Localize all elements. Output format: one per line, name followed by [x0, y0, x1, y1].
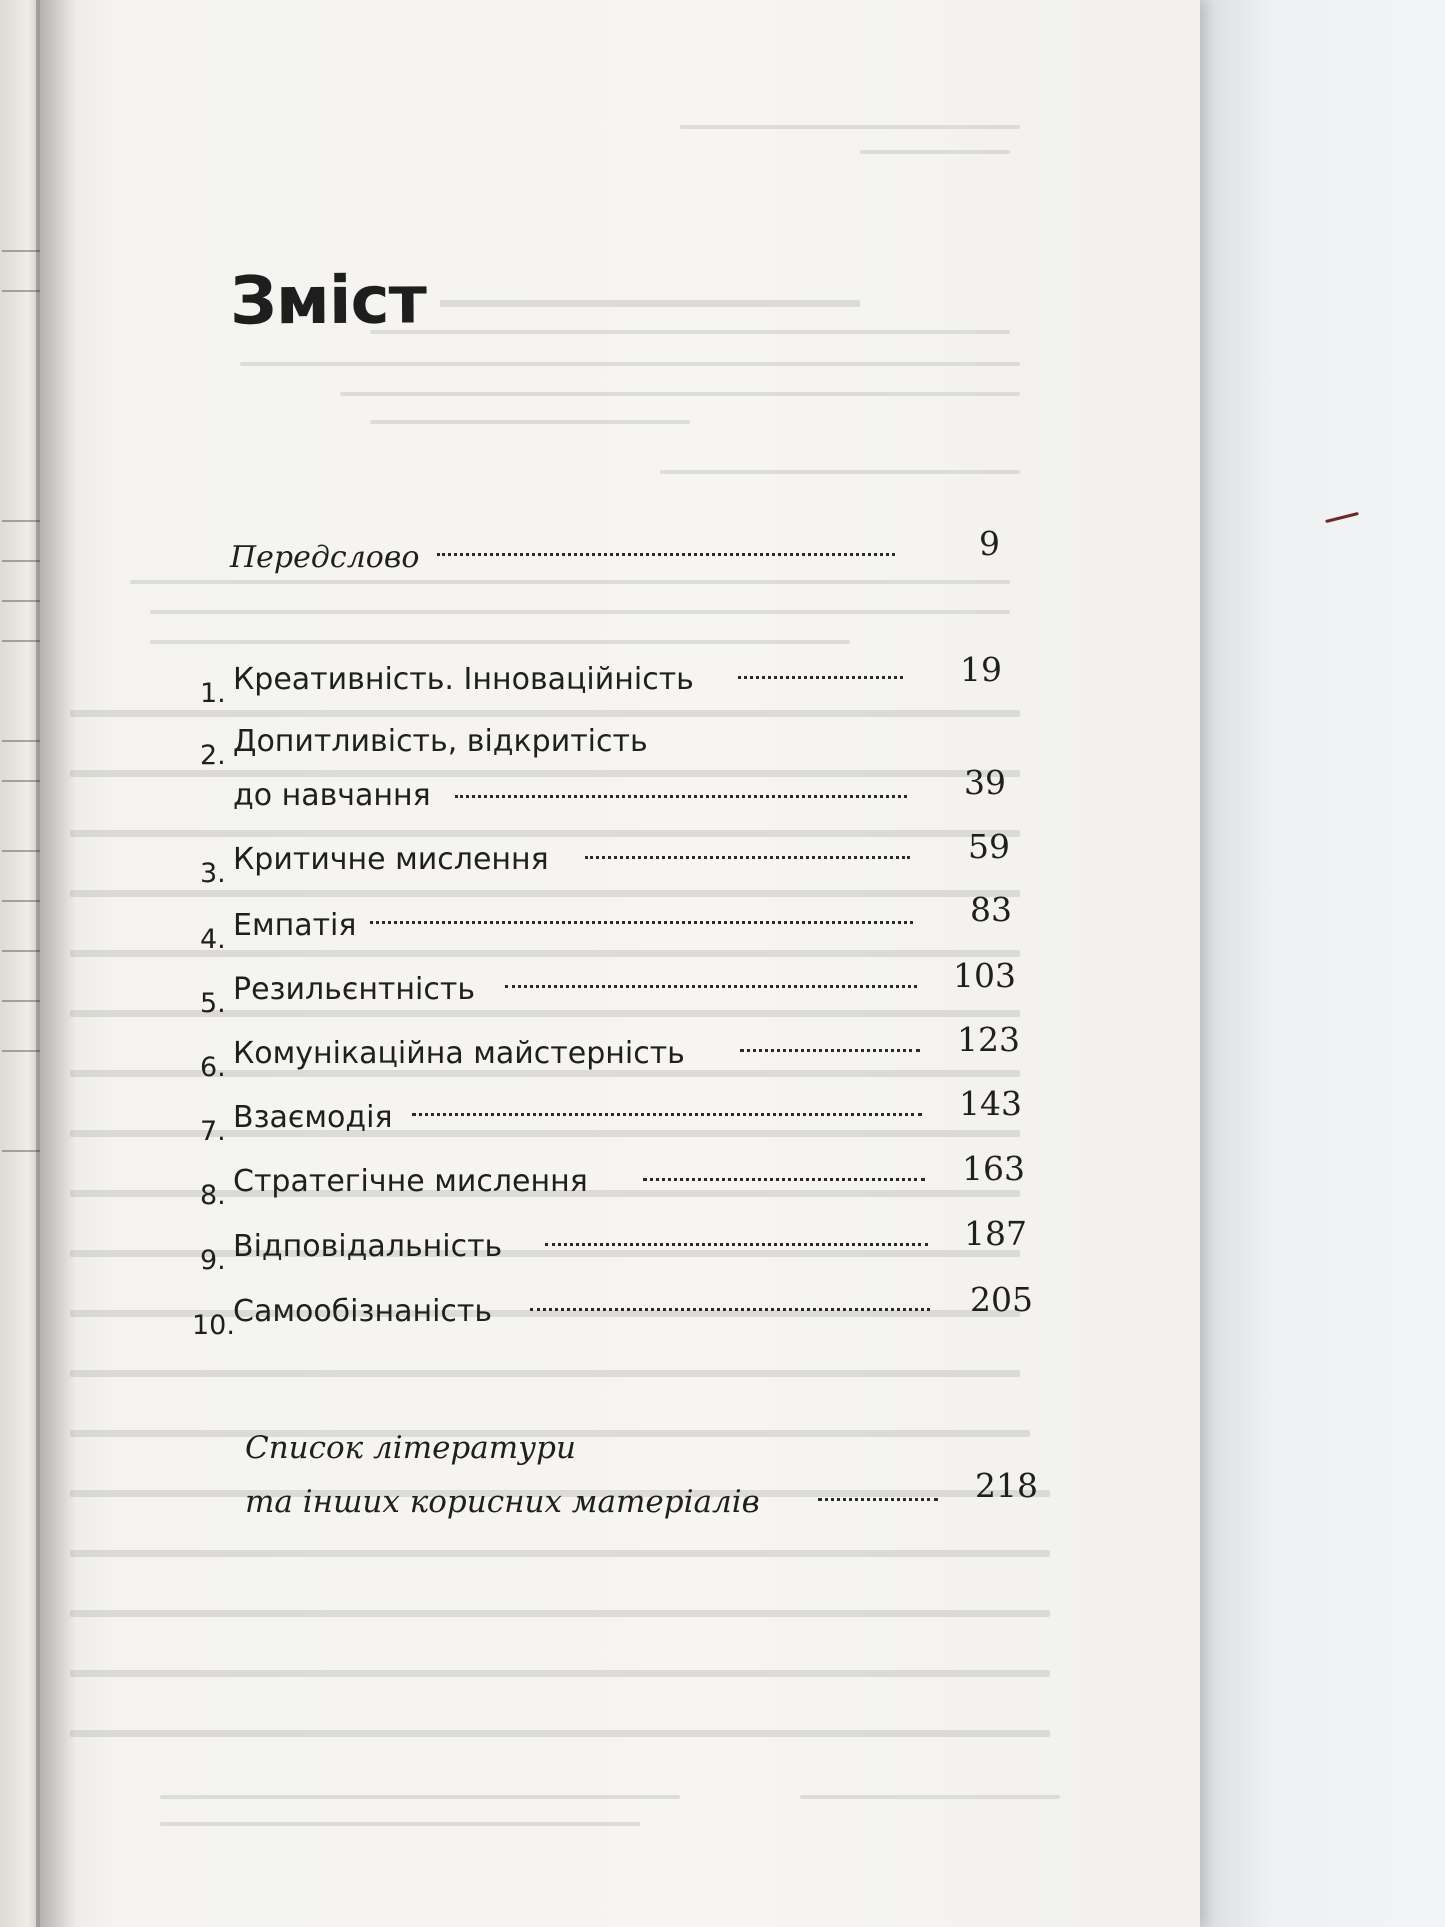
- adjacent-page-edge: [0, 0, 40, 1927]
- leader-dots: [437, 553, 895, 556]
- toc-page-number: 59: [968, 827, 1010, 866]
- chapter-number: 8.: [200, 1180, 226, 1211]
- toc-page-number: 19: [960, 650, 1002, 689]
- chapter-number: 5.: [200, 988, 226, 1019]
- leader-dots: [530, 1308, 930, 1311]
- toc-entry-label: Резильєнтність: [233, 972, 476, 1007]
- toc-entry-label: Відповідальність: [233, 1229, 503, 1264]
- toc-page-number: 39: [964, 763, 1006, 802]
- chapter-number: 1.: [200, 678, 226, 709]
- chapter-number: 7.: [200, 1116, 226, 1147]
- chapter-number: 3.: [200, 858, 226, 889]
- toc-entry-label-line1: Допитливість, відкритість: [233, 724, 648, 759]
- toc-page-number: 83: [970, 890, 1012, 929]
- leader-dots: [412, 1113, 922, 1116]
- chapter-number: 10.: [192, 1310, 235, 1341]
- chapter-number: 2.: [200, 740, 226, 771]
- leader-dots: [740, 1049, 920, 1052]
- toc-entry-label: Взаємодія: [233, 1100, 393, 1135]
- toc-entry-label: Критичне мислення: [233, 842, 549, 877]
- toc-entry-label-line2: та інших корисних матеріалів: [245, 1484, 760, 1520]
- toc-page-number: 9: [979, 524, 1000, 563]
- toc-entry-label: Креативність. Інноваційність: [233, 662, 694, 697]
- toc-entry-label-line2: до навчання: [233, 778, 431, 813]
- chapter-number: 4.: [200, 924, 226, 955]
- toc-page-number: 103: [953, 956, 1016, 995]
- background-surface: [1195, 0, 1445, 1927]
- toc-page-number: 143: [959, 1084, 1022, 1123]
- toc-page-number: 205: [970, 1280, 1033, 1319]
- book-page: [40, 0, 1200, 1927]
- toc-entry-label: Комунікаційна майстерність: [233, 1036, 685, 1071]
- toc-page-number: 218: [975, 1466, 1038, 1505]
- chapter-number: 9.: [200, 1245, 226, 1276]
- table-of-contents: [40, 0, 1200, 1927]
- leader-dots: [818, 1498, 938, 1501]
- toc-page-number: 187: [964, 1214, 1027, 1253]
- leader-dots: [455, 795, 907, 798]
- toc-entry-label: Передслово: [230, 540, 420, 575]
- toc-entry-label: Самообізнаність: [233, 1294, 493, 1329]
- toc-entry-label: Емпатія: [233, 908, 357, 943]
- toc-page-number: 163: [962, 1149, 1025, 1188]
- toc-title: Зміст: [229, 261, 427, 340]
- chapter-number: 6.: [200, 1052, 226, 1083]
- leader-dots: [738, 676, 903, 679]
- leader-dots: [505, 985, 917, 988]
- toc-page-number: 123: [957, 1020, 1020, 1059]
- leader-dots: [585, 856, 910, 859]
- gutter-shadow: [36, 0, 76, 1927]
- leader-dots: [545, 1243, 928, 1246]
- toc-entry-label: Стратегічне мислення: [233, 1164, 588, 1199]
- leader-dots: [370, 921, 913, 924]
- leader-dots: [643, 1178, 925, 1181]
- toc-entry-label-line1: Список літератури: [245, 1430, 576, 1466]
